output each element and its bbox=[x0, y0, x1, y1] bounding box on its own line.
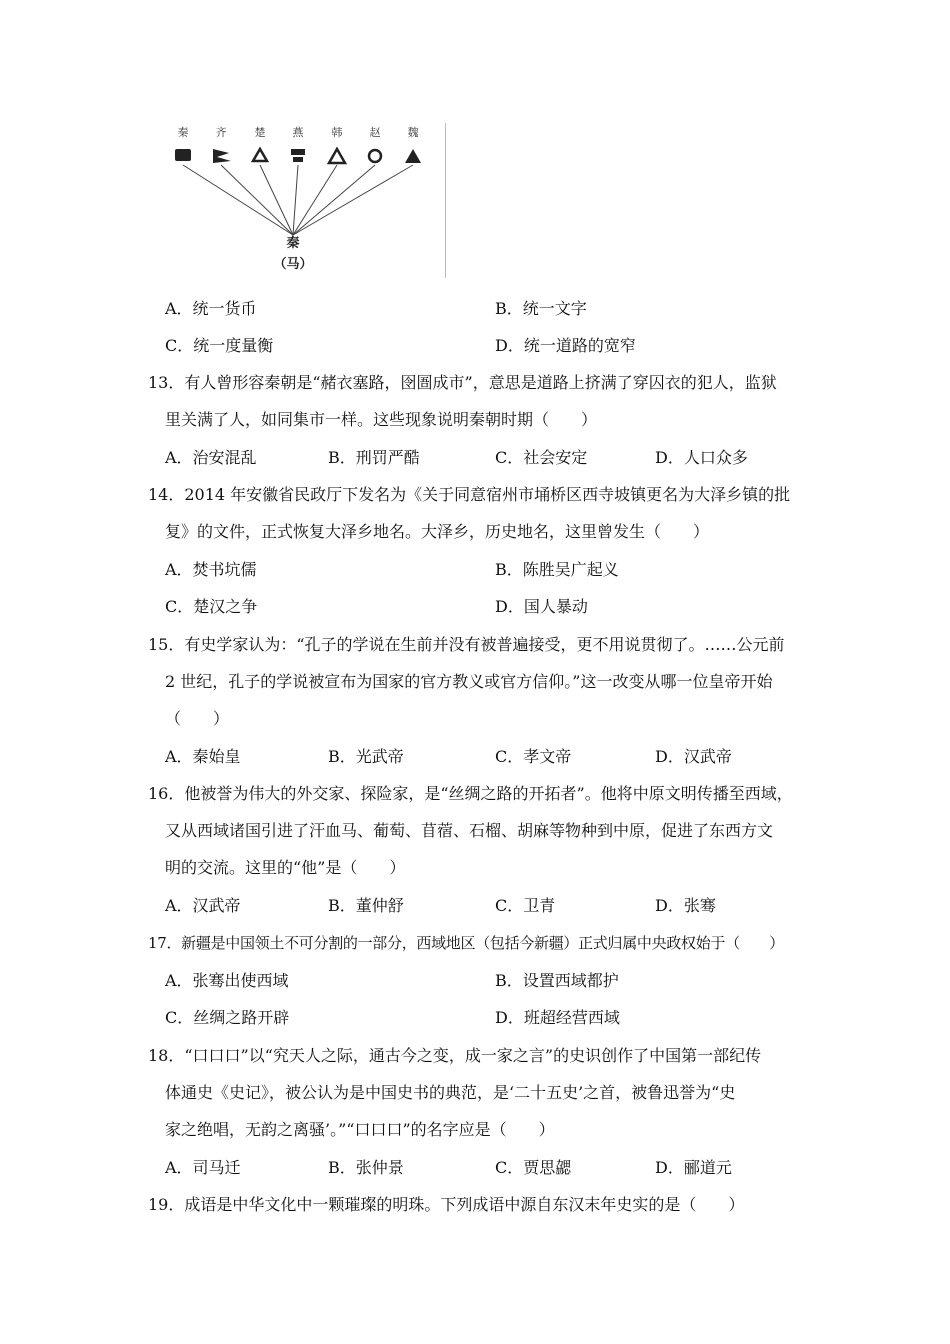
wei-glyph-icon bbox=[405, 149, 421, 163]
state-label-qi: 齐 bbox=[215, 126, 227, 139]
ancient-script-glyphs bbox=[175, 149, 421, 163]
q14-option-b: B．陈胜吴广起义 bbox=[495, 560, 619, 579]
q15-option-c: C．孝文帝 bbox=[495, 747, 572, 766]
q18-option-a: A．司马迁 bbox=[165, 1158, 241, 1177]
qin-glyph-icon bbox=[175, 149, 191, 161]
q15-stem-line-2: 2 世纪，孔子的学说被宣布为国家的官方教义或官方信仰。”这一改变从哪一位皇帝开始 bbox=[165, 672, 773, 691]
q18-option-c: C．贾思勰 bbox=[495, 1158, 572, 1177]
q12-option-a: A．统一货币 bbox=[165, 299, 257, 318]
q18-option-b: B．张仲景 bbox=[328, 1158, 404, 1177]
chu-glyph-icon bbox=[253, 149, 267, 161]
q17-stem-line-1: 17．新疆是中国领土不可分割的一部分，西域地区（包括今新疆）正式归属中央政权始于（ ） bbox=[148, 934, 784, 952]
figure-caption: （马） bbox=[273, 257, 313, 272]
state-label-chu: 楚 bbox=[254, 126, 266, 139]
state-label-zhao: 赵 bbox=[369, 126, 381, 139]
q16-option-b: B．董仲舒 bbox=[328, 896, 404, 915]
state-label-qin: 秦 bbox=[177, 126, 189, 139]
q16-option-d: D．张骞 bbox=[655, 896, 716, 915]
q13-option-b: B．刑罚严酷 bbox=[328, 448, 420, 467]
q13-option-d: D．人口众多 bbox=[655, 448, 748, 467]
q18-stem-line-1: 18．“口口口”以“究天人之际，通古今之变，成一家之言”的史识创作了中国第一部纪传 bbox=[148, 1046, 762, 1065]
q15-stem-line-3: （ ） bbox=[165, 709, 230, 728]
state-label-yan: 燕 bbox=[292, 126, 304, 139]
q18-stem-line-3: 家之绝唱，无韵之离骚’。”“口口口”的名字应是（ ） bbox=[165, 1120, 555, 1139]
qi-glyph-icon bbox=[213, 149, 231, 163]
q17-option-c: C．丝绸之路开辟 bbox=[165, 1008, 290, 1027]
q14-option-a: A．焚书坑儒 bbox=[165, 560, 257, 579]
han-glyph-icon bbox=[329, 149, 345, 163]
q12-option-b: B．统一文字 bbox=[495, 299, 587, 318]
q16-stem-line-2: 又从西域诸国引进了汗血马、葡萄、苜蓿、石榴、胡麻等物种到中原，促进了东西方文 bbox=[165, 821, 774, 840]
zhao-glyph-icon bbox=[369, 150, 381, 162]
q12-option-c: C．统一度量衡 bbox=[165, 336, 274, 355]
unified-qin-character: 秦 bbox=[286, 236, 300, 251]
q15-option-b: B．光武帝 bbox=[328, 747, 404, 766]
q19-stem-line-1: 19．成语是中华文化中一颗璀璨的明珠。下列成语中源自东汉末年史实的是（ ） bbox=[148, 1195, 745, 1214]
q18-option-d: D．郦道元 bbox=[655, 1158, 732, 1177]
q13-option-c: C．社会安定 bbox=[495, 448, 588, 467]
state-label-wei: 魏 bbox=[407, 126, 419, 139]
q13-option-a: A．治安混乱 bbox=[165, 448, 257, 467]
script-unification-figure bbox=[165, 123, 446, 278]
q14-option-c: C．楚汉之争 bbox=[165, 597, 258, 616]
q15-option-a: A．秦始皇 bbox=[165, 747, 241, 766]
q17-option-b: B．设置西域都护 bbox=[495, 971, 619, 990]
q15-option-d: D．汉武帝 bbox=[655, 747, 732, 766]
script-convergence-diagram bbox=[165, 123, 445, 278]
q18-stem-line-2: 体通史《史记》，被公认为是中国史书的典范，是‘二十五史’之首，被鲁迅誉为“史 bbox=[165, 1083, 736, 1102]
q13-stem-line-1: 13．有人曾形容秦朝是“赭衣塞路，囹圄成市”，意思是道路上挤满了穿囚衣的犯人，监狱 bbox=[148, 373, 777, 392]
convergence-lines bbox=[183, 165, 413, 235]
yan-glyph-icon bbox=[291, 149, 305, 162]
q15-stem-line-1: 15．有史学家认为：“孔子的学说在生前并没有被普遍接受，更不用说贯彻了。……公元前 bbox=[148, 635, 785, 654]
q16-stem-line-1: 16．他被誉为伟大的外交家、探险家，是“丝绸之路的开拓者”。他将中原文明传播至西域， bbox=[148, 784, 793, 803]
state-label-han: 韩 bbox=[331, 126, 343, 139]
q16-option-a: A．汉武帝 bbox=[165, 896, 241, 915]
q14-stem-line-2: 复》的文件，正式恢复大泽乡地名。大泽乡，历史地名，这里曾发生（ ） bbox=[165, 522, 710, 541]
q13-stem-line-2: 里关满了人，如同集市一样。这些现象说明秦朝时期（ ） bbox=[165, 410, 598, 429]
q14-stem-line-1: 14．2014 年安徽省民政厅下发名为《关于同意宿州市埇桥区西寺坡镇更名为大泽乡镇的批 bbox=[148, 485, 791, 504]
q17-option-d: D．班超经营西域 bbox=[495, 1008, 620, 1027]
q16-option-c: C．卫青 bbox=[495, 896, 556, 915]
q16-stem-line-3: 明的交流。这里的“他”是（ ） bbox=[165, 858, 406, 877]
q17-option-a: A．张骞出使西域 bbox=[165, 971, 289, 990]
q12-option-d: D．统一道路的宽窄 bbox=[495, 336, 636, 355]
q14-option-d: D．国人暴动 bbox=[495, 597, 588, 616]
